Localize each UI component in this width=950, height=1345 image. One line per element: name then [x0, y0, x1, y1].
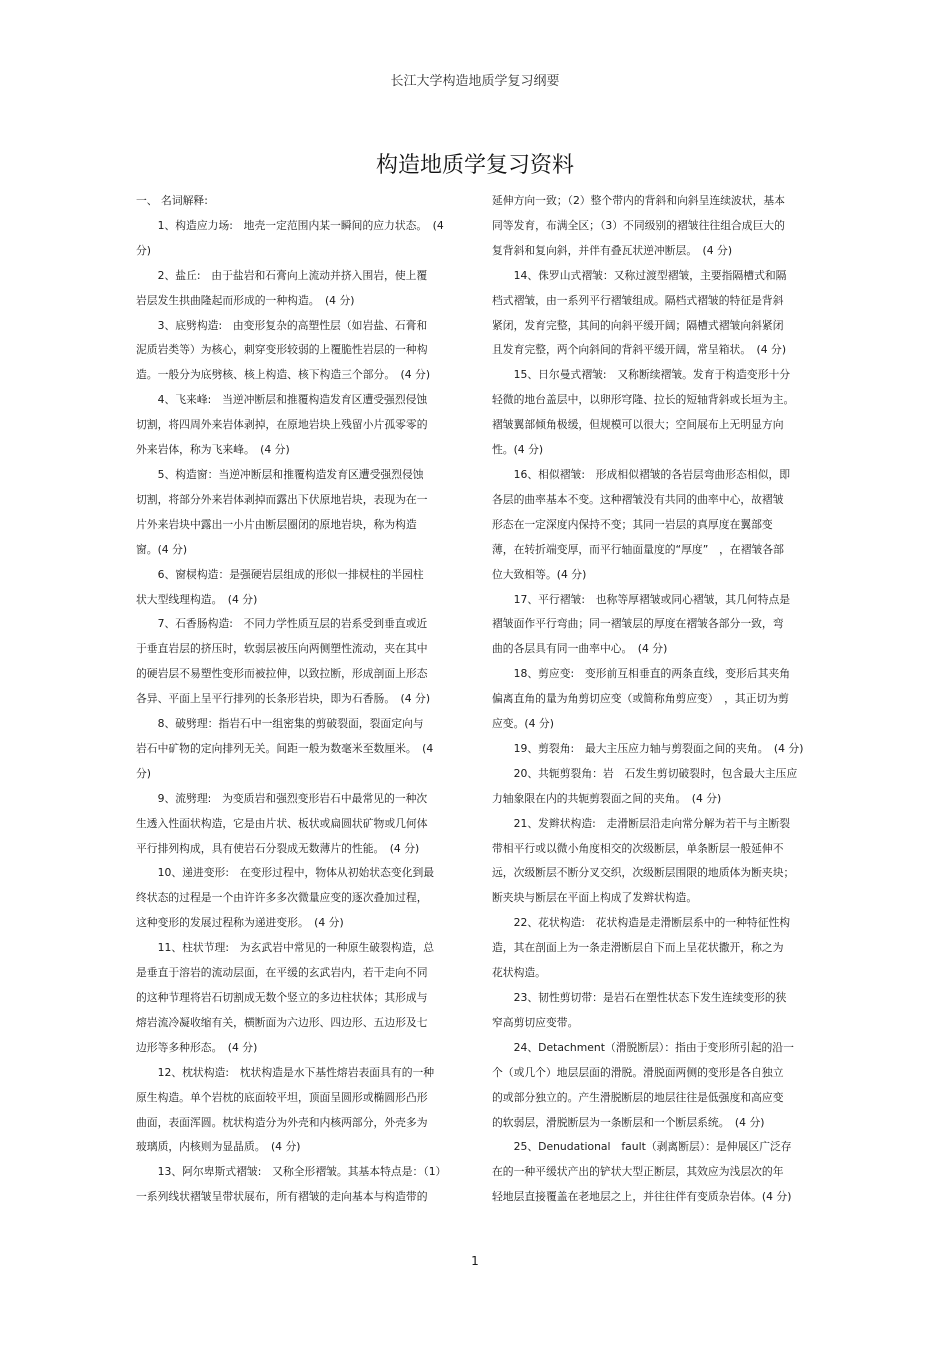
text-line: 24、Detachment（滑脱断层）：指由于变形所引起的沿一 — [492, 1040, 794, 1054]
text-line: 玻璃质，内核则为显晶质。 (4 分) — [136, 1140, 301, 1154]
text-line: 同等发育，布满全区；（3）不同级别的褶皱往往组合成巨大的 — [492, 218, 785, 232]
text-line: 岩石中矿物的定向排列无关。间距一般为数毫米至数厘米。 (4 — [136, 741, 434, 755]
text-line: 形态在一定深度内保持不变；其同一岩层的真厚度在翼部变 — [492, 517, 773, 531]
text-line: 的硬岩层不易塑性变形而被拉伸，以致拉断，形成剖面上形态 — [136, 667, 428, 681]
text-line: 6、窗棂构造：是强硬岩层组成的形似一排棂柱的半园柱 — [136, 567, 424, 581]
text-line: 12、枕状构造: 枕状构造是水下基性熔岩表面具有的一种 — [136, 1065, 435, 1079]
text-line: 切割，将部分外来岩体剥掉而露出下伏原地岩块，表现为在一 — [136, 492, 428, 506]
right-column — [492, 189, 818, 1210]
text-line: 曲的各层具有同一曲率中心。 (4 分) — [492, 642, 668, 656]
text-line: 10、递进变形: 在变形过程中，物体从初始状态变化到最 — [136, 866, 435, 880]
document-title: 构造地质学复习资料 — [375, 153, 574, 178]
text-line: 且发育完整，两个向斜间的背斜平缓开阔，常呈箱状。 (4 分) — [492, 343, 787, 357]
text-line: 2、盐丘: 由于盐岩和石膏向上流动并挤入围岩，使上覆 — [136, 268, 428, 282]
text-line: 14、侏罗山式褶皱：又称过渡型褶皱，主要指隔槽式和隔 — [492, 268, 787, 282]
text-line: 窗。(4 分) — [136, 542, 188, 556]
text-line: 应变。(4 分) — [492, 717, 554, 731]
text-line: 曲面，表面浑圆。枕状构造分为外壳和内核两部分，外壳多为 — [136, 1115, 428, 1129]
text-line: 轻地层直接覆盖在老地层之上，并往往伴有变质杂岩体。(4 分) — [492, 1190, 792, 1204]
text-line: 熔岩流冷凝收缩有关，横断面为六边形、四边形、五边形及七 — [136, 1015, 428, 1029]
text-line: 于垂直岩层的挤压时，软弱层被压向两侧塑性流动，夹在其中 — [136, 642, 428, 656]
text-line: 11、柱状节理: 为玄武岩中常见的一种原生破裂构造，总 — [136, 941, 435, 955]
text-line: 各异、平面上呈平行排列的长条形岩块，即为石香肠。 (4 分) — [136, 692, 431, 706]
text-line: 15、日尔曼式褶皱: 又称断续褶皱。发育于构造变形十分 — [492, 368, 791, 382]
text-line: 位大致相等。(4 分) — [492, 567, 587, 581]
text-line: 花状构造。 — [492, 966, 546, 980]
text-line: 断夹块与断层在平面上构成了发辫状构造。 — [492, 891, 698, 905]
text-line: 19、剪裂角: 最大主压应力轴与剪裂面之间的夹角。 (4 分) — [492, 741, 804, 755]
text-line: 薄，在转折端变厚，而平行轴面量度的“厚度” ，在褶皱各部 — [492, 542, 784, 556]
text-line: 远，次级断层不断分叉交织，次级断层围限的地质体为断夹块； — [492, 866, 795, 880]
text-line: 13、阿尔卑斯式褶皱: 又称全形褶皱。其基本特点是：（1） — [136, 1165, 447, 1179]
text-line: 22、花状构造: 花状构造是走滑断层系中的一种特征性构 — [492, 916, 791, 930]
text-line: 7、石香肠构造: 不同力学性质互层的岩系受到垂直或近 — [136, 617, 428, 631]
text-line: 分) — [136, 243, 152, 257]
text-line: 9、流劈理: 为变质岩和强烈变形岩石中最常见的一种次 — [136, 791, 428, 805]
text-line: 5、构造窗：当逆冲断层和推覆构造发育区遭受强烈侵蚀 — [136, 467, 424, 481]
text-line: 8、破劈理：指岩石中一组密集的剪破裂面，裂面定向与 — [136, 717, 424, 731]
text-line: 的或部分独立的。产生滑脱断层的地层往往是低强度和高应变 — [492, 1090, 784, 1104]
text-line: 终状态的过程是一个由许许多多次微量应变的逐次叠加过程， — [136, 891, 428, 905]
text-line: 20、共轭剪裂角：岩 石发生剪切破裂时，包含最大主压应 — [492, 766, 798, 780]
text-line: 23、韧性剪切带：是岩石在塑性状态下发生连续变形的狭 — [492, 991, 787, 1004]
text-line: 轻微的地台盖层中，以卵形穹隆、拉长的短轴背斜或长垣为主。 — [492, 393, 795, 407]
text-line: 岩层发生拱曲隆起而形成的一种构造。 (4 分) — [136, 293, 355, 307]
text-line: 个（或几个）地层层面的滑脱。滑脱面两侧的变形是各自独立 — [492, 1065, 784, 1079]
text-line: 平行排列构成，具有使岩石分裂成无数薄片的性能。 (4 分) — [136, 841, 420, 855]
left-column — [136, 189, 466, 1210]
text-line: 生透入性面状构造，它是由片状、板状或扁圆状矿物或几何体 — [136, 816, 428, 830]
text-line: 延伸方向一致；（2）整个带内的背斜和向斜呈连续波状，基本 — [492, 194, 785, 207]
text-line: 各层的曲率基本不变。这种褶皱没有共同的曲率中心，故褶皱 — [492, 492, 784, 506]
text-line: 一系列线状褶皱呈带状展布，所有褶皱的走向基本与构造带的 — [136, 1190, 428, 1204]
text-line: 状大型线理构造。 (4 分) — [136, 592, 258, 606]
text-line: 性。(4 分) — [492, 443, 544, 457]
text-line: 分) — [136, 766, 152, 780]
text-line: 的软弱层，滑脱断层为一条断层和一个断层系统。 (4 分) — [492, 1115, 765, 1129]
text-line: 3、底劈构造: 由变形复杂的高塑性层（如岩盐、石膏和 — [136, 318, 428, 332]
text-line: 4、飞来峰: 当逆冲断层和推覆构造发育区遭受强烈侵蚀 — [136, 393, 428, 407]
text-line: 17、平行褶皱: 也称等厚褶皱或同心褶皱，其几何特点是 — [492, 592, 791, 606]
text-line: 复背斜和复向斜，并伴有叠瓦状逆冲断层。 (4 分) — [492, 243, 733, 257]
text-line: 偏离直角的量为角剪切应变（或简称角剪应变） ，其正切为剪 — [492, 692, 789, 706]
text-line: 褶皱翼部倾角极缓，但规模可以很大；空间展布上无明显方向 — [492, 418, 784, 432]
page-number: 1 — [471, 1254, 479, 1268]
text-line: 原生构造。单个岩枕的底面较平坦，顶面呈圆形或椭圆形凸形 — [136, 1090, 428, 1104]
text-line: 造。一般分为底劈核、核上构造、核下构造三个部分。 (4 分) — [136, 368, 431, 382]
text-line: 力轴象限在内的共轭剪裂面之间的夹角。 (4 分) — [492, 791, 722, 805]
text-line: 档式褶皱，由一系列平行褶皱组成。隔档式褶皱的特征是背斜 — [492, 293, 784, 307]
text-line: 在的一种平缓状产出的铲状大型正断层，其效应为浅层次的年 — [492, 1165, 784, 1179]
text-line: 切割，将四周外来岩体剥掉，在原地岩块上残留小片孤零零的 — [136, 418, 428, 432]
text-line: 是垂直于溶岩的流动层面，在平缓的玄武岩内，若干走向不同 — [136, 966, 428, 980]
text-line: 边形等多种形态。 (4 分) — [136, 1040, 258, 1054]
text-line: 这种变形的发展过程称为递进变形。 (4 分) — [136, 916, 344, 930]
text-line: 的这种节理将岩石切割成无数个竖立的多边柱状体；其形成与 — [136, 991, 428, 1004]
running-header: 长江大学构造地质学复习纲要 — [390, 74, 560, 89]
text-line: 泥质岩类等）为核心，刺穿变形较弱的上覆脆性岩层的一种构 — [136, 343, 428, 357]
text-line: 1、构造应力场: 地壳一定范围内某一瞬间的应力状态。 (4 — [136, 218, 444, 232]
text-line: 21、发辫状构造: 走滑断层沿走向常分解为若干与主断裂 — [492, 816, 791, 830]
text-line: 褶皱面作平行弯曲；同一褶皱层的厚度在褶皱各部分一致，弯 — [492, 617, 784, 631]
text-line: 造，其在剖面上为一条走滑断层自下而上呈花状撒开，称之为 — [492, 941, 784, 955]
text-line: 25、Denudational fault（剥离断层）：是伸展区广泛存 — [492, 1140, 792, 1154]
text-line: 窄高剪切应变带。 — [492, 1015, 579, 1029]
text-line: 片外来岩块中露出一小片由断层圈闭的原地岩块，称为构造 — [136, 517, 417, 531]
text-line: 带相平行或以微小角度相交的次级断层，单条断层一般延伸不 — [492, 841, 784, 855]
text-line: 紧闭，发育完整，其间的向斜平缓开阔；隔槽式褶皱向斜紧闭 — [492, 318, 784, 332]
text-line: 18、剪应变: 变形前互相垂直的两条直线，变形后其夹角 — [492, 667, 791, 681]
text-line: 16、相似褶皱: 形成相似褶皱的各岩层弯曲形态相似，即 — [492, 467, 791, 481]
text-line: 一、 名词解释: — [136, 194, 208, 207]
text-line: 外来岩体，称为飞来峰。 (4 分) — [136, 443, 290, 457]
